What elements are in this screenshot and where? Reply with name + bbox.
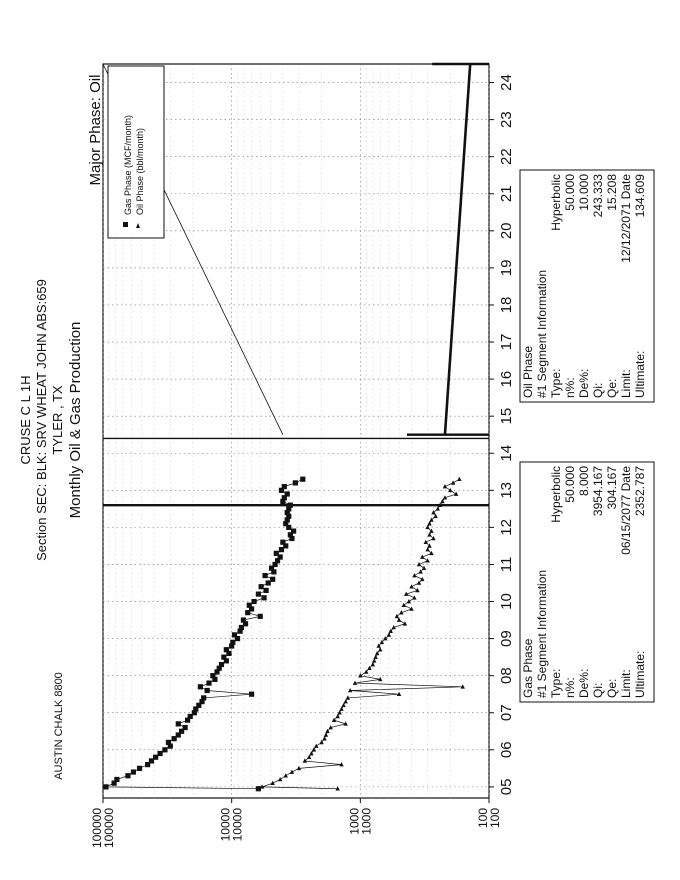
gas-point (224, 647, 229, 652)
gas-point (261, 595, 266, 600)
info-row-value: 50.000 (563, 174, 577, 211)
oil-point (415, 588, 419, 592)
oil-point (425, 525, 429, 529)
x-tick-label: 22 (498, 148, 515, 166)
chart-subtitle-1: Section SEC: BLK: SRV WHEAT JOHN ABS:659 (34, 279, 49, 561)
oil-point (387, 632, 391, 636)
oil-point (429, 517, 433, 521)
gas-point (157, 751, 162, 756)
gas-point (293, 480, 298, 485)
info-row-value: 134.609 (633, 174, 647, 218)
gas-point (258, 614, 263, 619)
x-tick-label: 11 (498, 556, 515, 573)
gas-point (221, 655, 226, 660)
gas-point (291, 528, 296, 533)
oil-point (358, 673, 362, 677)
gas-point (241, 617, 246, 622)
gas-point (274, 551, 279, 556)
info-row-value: 10.000 (577, 174, 591, 211)
oil-point (303, 758, 307, 762)
gas-point (263, 588, 268, 593)
x-tick-label: 17 (498, 333, 515, 351)
gas-point (206, 680, 211, 685)
info-row-value: 12/12/2071 Date (619, 174, 633, 263)
x-tick-label: 15 (498, 407, 515, 425)
legend-oil-label: Oil Phase (bbl/month) (135, 127, 145, 215)
x-tick-label: 14 (498, 444, 515, 462)
oil-point (425, 558, 429, 562)
info-row-value: 06/15/2077 Date (619, 466, 633, 555)
oil-forecast-line (445, 64, 470, 435)
title-block (18, 75, 104, 780)
gas-point (262, 573, 267, 578)
oil-point (409, 584, 413, 588)
gas-point (137, 766, 142, 771)
legend (108, 66, 164, 238)
x-tick-label: 10 (498, 593, 515, 610)
oil-info-box (520, 170, 654, 402)
x-tick-label: 07 (498, 704, 515, 722)
oil-point (422, 566, 426, 570)
oil-point (290, 770, 294, 774)
x-tick-label: 06 (498, 741, 515, 759)
gas-point (176, 721, 181, 726)
oil-point (403, 621, 407, 625)
gas-point (125, 773, 130, 778)
oil-point (448, 488, 452, 492)
gas-point (251, 599, 256, 604)
oil-point (412, 573, 416, 577)
y-tick-label: 1000 (359, 808, 374, 835)
gas-point (285, 491, 290, 496)
chart-subtitle-3: Monthly Oil & Gas Production (67, 321, 84, 519)
oil-point (378, 647, 382, 651)
gas-point (232, 632, 237, 637)
oil-point (339, 707, 343, 711)
oil-point (284, 773, 288, 777)
gas-point (230, 640, 235, 645)
gas-point (288, 503, 293, 508)
gas-point (162, 747, 167, 752)
y-tick-label: 10000 (218, 808, 233, 842)
info-row-label: Qe: (605, 378, 619, 398)
oil-point (457, 477, 461, 481)
oil-point (395, 614, 399, 618)
x-tick-label: 09 (498, 630, 515, 647)
info-row-label: Qi: (591, 382, 605, 398)
info-row-value: 50.000 (563, 466, 577, 503)
info-row-label: De%: (577, 368, 591, 398)
info-row-value: Hyperbolic (549, 466, 563, 523)
gas-point (219, 662, 224, 667)
chart-subtitle-2: TYLER , TX (50, 385, 65, 455)
info-row-label: Qi: (591, 682, 605, 698)
major-phase-label: Major Phase: Oil (87, 74, 104, 186)
gas-point (131, 769, 136, 774)
gas-info-box (520, 462, 654, 702)
info-heading: #1 Segment Information (535, 569, 549, 698)
gas-line (106, 479, 303, 789)
gas-point (256, 592, 261, 597)
x-tick-label: 05 (498, 778, 515, 796)
corner-label: AUSTIN CHALK 8800 (53, 672, 65, 780)
x-tick-label: 18 (498, 296, 515, 314)
gas-point (103, 784, 108, 789)
oil-point (454, 492, 458, 496)
legend-gas-marker (123, 222, 128, 227)
oil-point (278, 777, 282, 781)
info-row-label: Limit: (619, 369, 633, 398)
info-row-value: 243.333 (591, 174, 605, 218)
info-row-label: Type: (549, 668, 563, 698)
oil-point (427, 532, 431, 536)
x-tick-label: 20 (498, 222, 515, 240)
oil-point (397, 618, 401, 622)
info-row-value: 3954.167 (591, 466, 605, 517)
x-tick-label: 19 (498, 259, 515, 277)
oil-point (451, 480, 455, 484)
gas-point (114, 777, 119, 782)
legend-gas-label: Gas Phase (MCF/month) (123, 114, 133, 215)
info-row-value: 15.208 (605, 174, 619, 211)
oil-point (433, 514, 437, 518)
info-row-label: Qe: (605, 678, 619, 698)
x-tick-label: 23 (498, 111, 515, 128)
oil-point (335, 714, 339, 718)
x-tick-label: 21 (498, 185, 515, 203)
oil-point (324, 732, 328, 736)
gas-point (259, 584, 264, 589)
oil-line (262, 479, 463, 789)
gas-point (153, 755, 158, 760)
x-tick-label: 08 (498, 667, 515, 685)
gas-point (201, 695, 206, 700)
oil-point (314, 744, 318, 748)
gas-point (166, 740, 171, 745)
gas-point (205, 688, 210, 693)
info-row-label: Type: (549, 368, 563, 398)
gas-point (280, 540, 285, 545)
x-tick-label: 24 (498, 74, 515, 91)
oil-point (337, 710, 341, 714)
gas-point (270, 577, 275, 582)
y-tick-label: 1000 (347, 808, 362, 835)
info-row-label: Ultimate: (633, 350, 647, 398)
oil-point (407, 599, 411, 603)
info-row-value: 2352.787 (633, 466, 647, 517)
gas-point (282, 484, 287, 489)
x-tick-label: 13 (498, 481, 515, 499)
gas-point (266, 580, 271, 585)
chart-title: CRUSE C L 1H (18, 375, 33, 465)
oil-point (402, 603, 406, 607)
info-row-label: n%: (563, 677, 577, 698)
gas-point (247, 603, 252, 608)
x-tick-label: 12 (498, 519, 515, 536)
oil-point (341, 703, 345, 707)
y-tick-label: 100000 (102, 808, 116, 849)
oil-point (343, 699, 347, 703)
info-row-label: Ultimate: (633, 650, 647, 698)
gas-point (249, 692, 254, 697)
y-tick-label: 10000 (230, 808, 245, 842)
oil-point (322, 736, 326, 740)
x-tick-label: 16 (498, 370, 515, 388)
y-tick-label: 100 (476, 808, 490, 829)
info-row-label: De%: (577, 668, 591, 698)
gas-point (300, 477, 305, 482)
info-phase-title: Gas Phase (521, 638, 535, 698)
y-tick-label: 100000 (90, 808, 104, 849)
info-row-value: Hyperbolic (549, 174, 563, 231)
oil-point (431, 510, 435, 514)
info-heading: #1 Segment Information (535, 269, 549, 398)
oil-point (427, 521, 431, 525)
info-row-label: n%: (563, 377, 577, 398)
info-row-value: 8.000 (577, 466, 591, 497)
info-phase-title: Oil Phase (521, 345, 535, 398)
info-row-label: Limit: (619, 669, 633, 698)
y-tick-label: 100 (488, 808, 502, 829)
info-row-value: 304.167 (605, 466, 619, 510)
oil-point (270, 781, 274, 785)
oil-point (373, 655, 377, 659)
gas-point (256, 786, 261, 791)
oil-point (371, 662, 375, 666)
gas-point (183, 725, 188, 730)
gas-point (198, 684, 203, 689)
oil-point (425, 547, 429, 551)
